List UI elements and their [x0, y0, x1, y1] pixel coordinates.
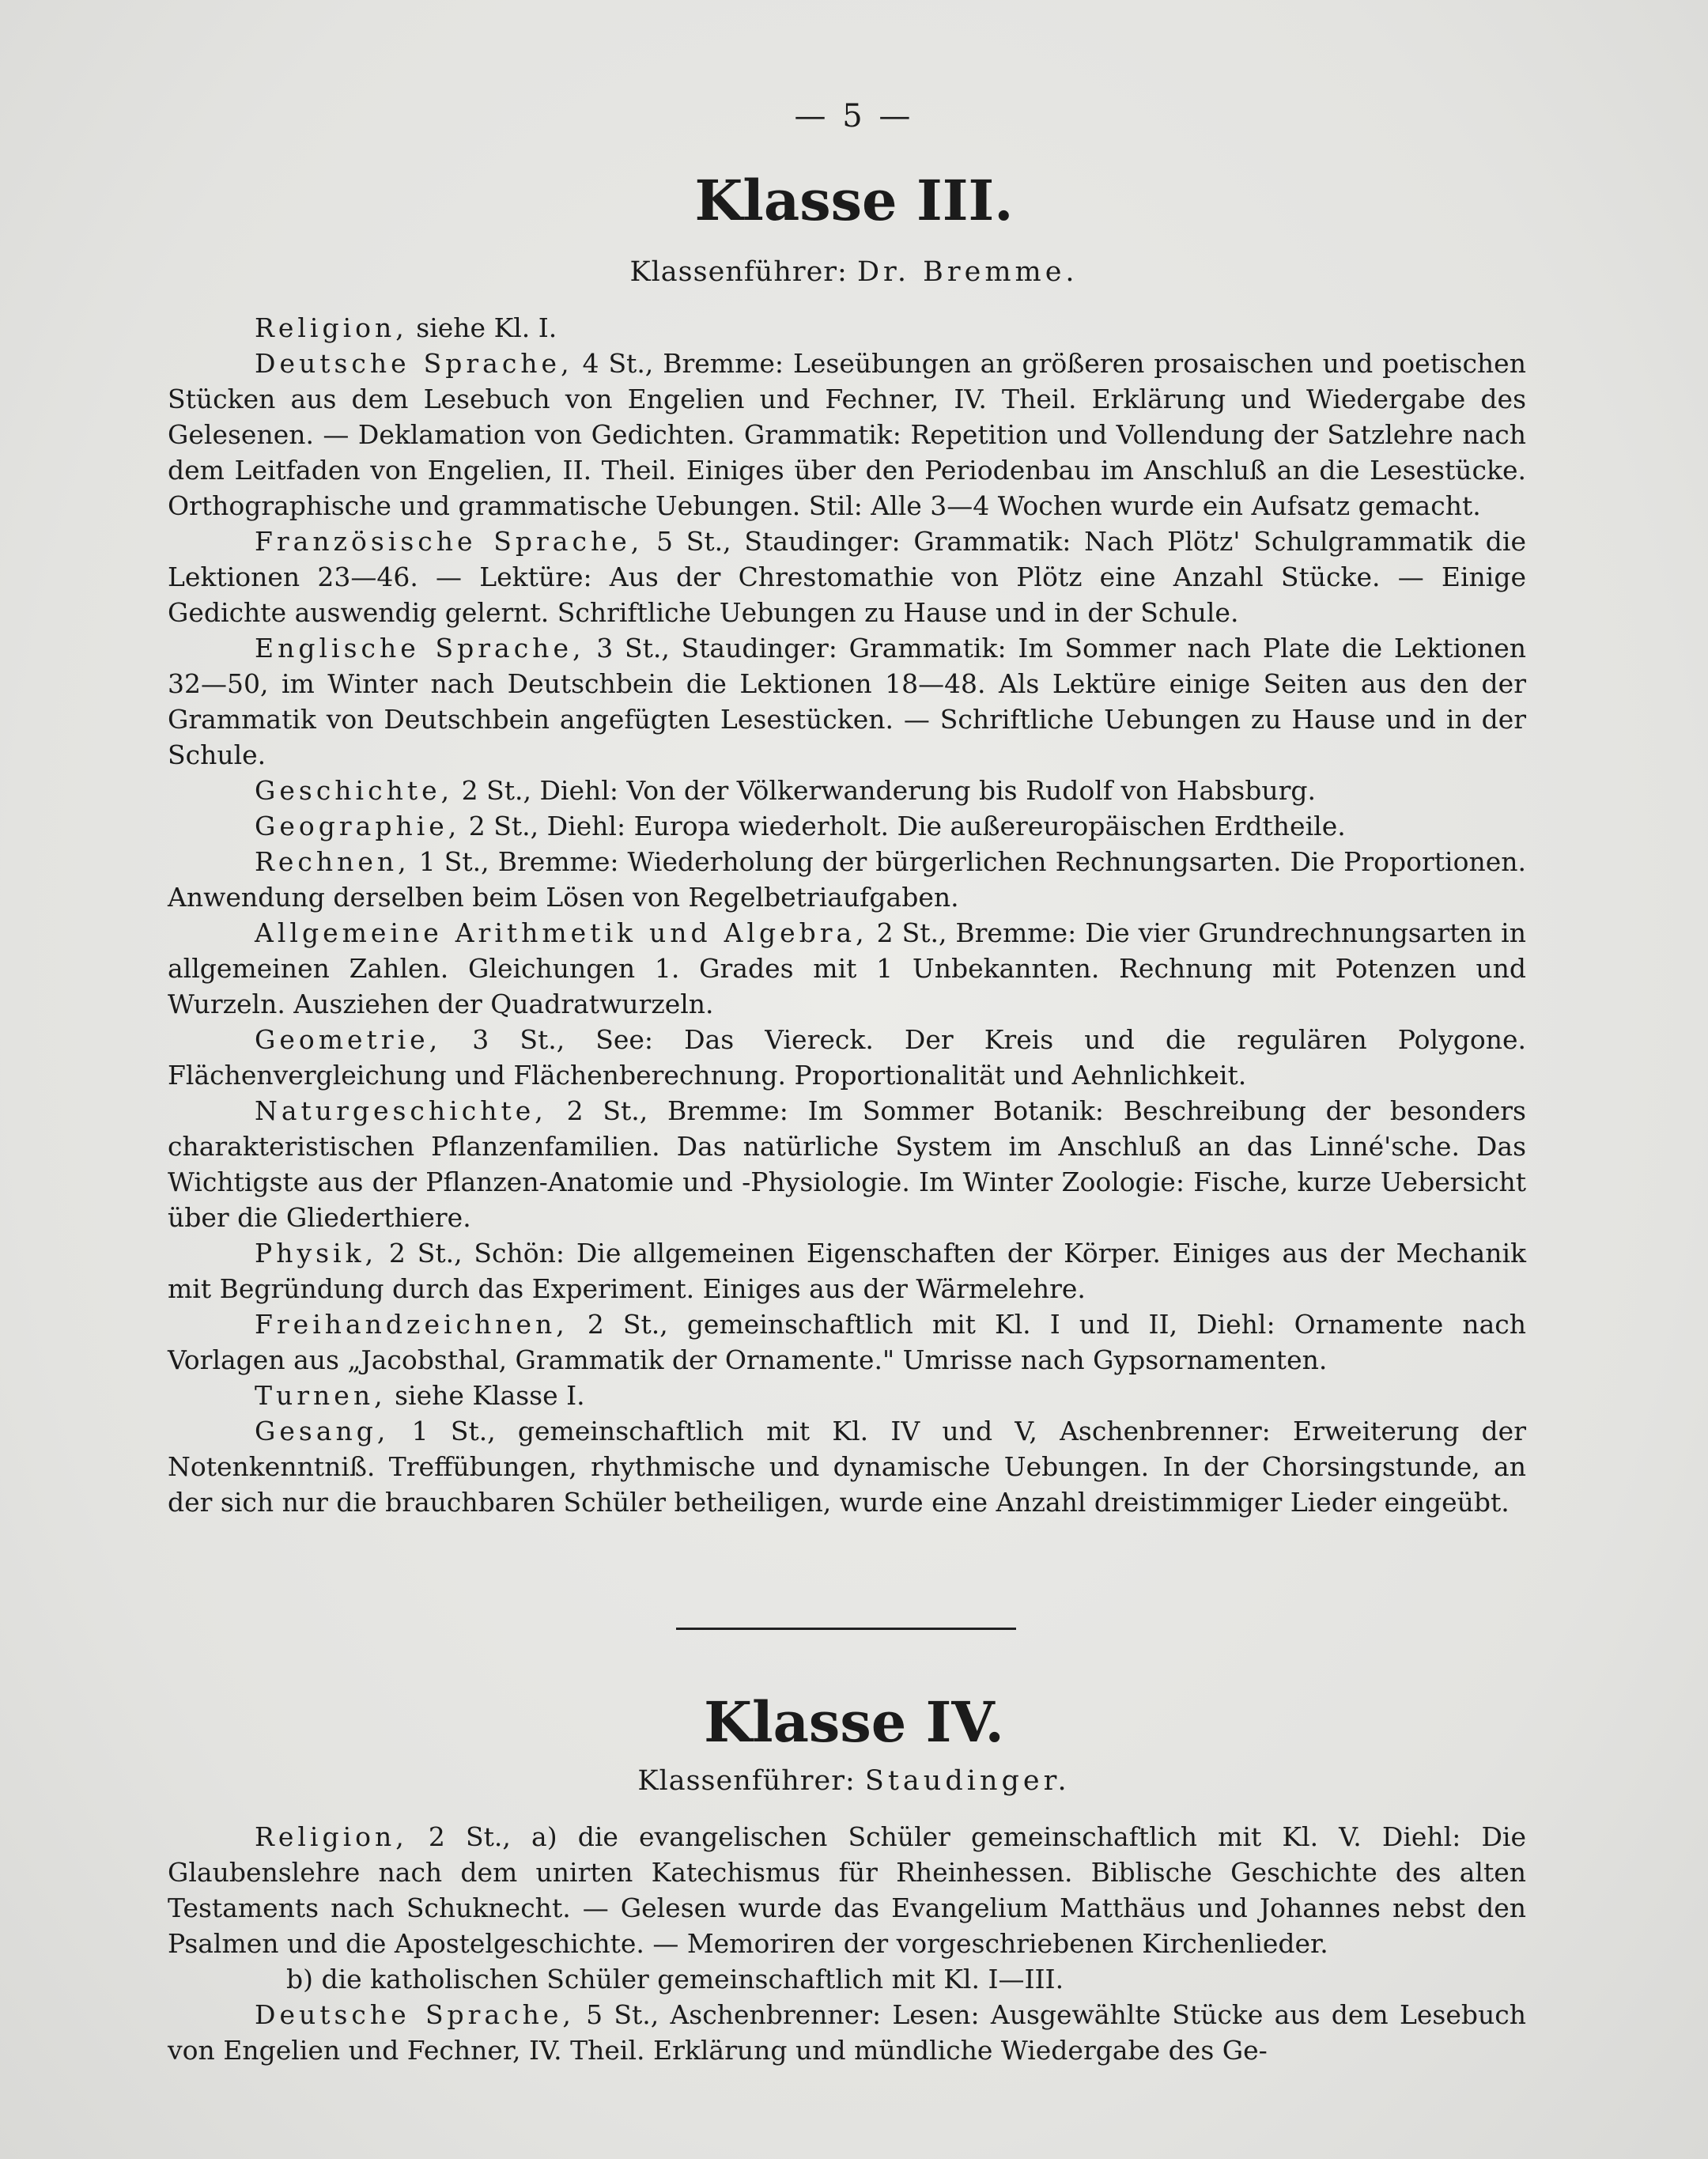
subject-paragraph — [168, 808, 1526, 844]
leader-label: Klassenführer: — [629, 256, 848, 288]
klasse-3-leader — [0, 256, 1708, 288]
subject-name: Gesang, — [255, 1416, 390, 1446]
subject-text: 4 St., Bremme: Leseübungen an größeren prosaischen und poetischen Stücken aus dem Lesebuch von Engelien und Fechner, IV. Theil. Erklärung und Wiedergabe des Gelesenen. — Deklamation von Gedichten. Grammatik: Repetition und Vollendung der Satzlehre nach dem Leitfaden von Engelien, II. Theil. Einiges über den Periodenbau im Anschluß an die Lesestücke. Orthographische und grammatische Uebungen. Stil: Alle 3—4 Wochen wurde ein Aufsatz gemacht. — [168, 348, 1526, 521]
subject-paragraph — [168, 1022, 1526, 1093]
leader-name: Staudinger. — [864, 1765, 1071, 1797]
subject-name: Allgemeine Arithmetik und Algebra, — [255, 917, 868, 948]
subject-name: Englische Sprache, — [255, 633, 585, 664]
klasse-4-leader — [0, 1765, 1708, 1797]
subject-paragraph — [168, 773, 1526, 808]
subject-paragraph — [168, 1961, 1526, 1997]
subject-paragraph — [168, 630, 1526, 773]
subject-text: 1 St., Bremme: Wiederholung der bürgerlichen Rechnungsarten. Die Proportionen. Anwendung derselben beim Lösen von Regelbetriaufgaben. — [168, 846, 1526, 913]
subject-text: siehe Klasse I. — [395, 1380, 585, 1411]
subject-text: 3 St., See: Das Viereck. Der Kreis und die regulären Polygone. Flächenvergleichung und Flächenberechnung. Proportionalität und Aehnlichkeit. — [168, 1024, 1526, 1091]
subject-paragraph — [168, 1413, 1526, 1520]
section-divider — [676, 1628, 1016, 1630]
subject-name: Freihandzeichnen, — [255, 1309, 569, 1340]
klasse-4-heading: Klasse IV. — [704, 1689, 1004, 1755]
subject-name: Religion, — [255, 312, 408, 343]
subject-name: Geometrie, — [255, 1024, 442, 1055]
subject-name: Naturgeschichte, — [255, 1095, 547, 1126]
subject-text: 5 St., Staudinger: Grammatik: Nach Plötz' Schulgrammatik die Lektionen 23—46. — Lektüre: Aus der Chrestomathie von Plötz eine Anzahl Stücke. — Einige Gedichte auswendig gelernt. Schriftliche Uebungen zu Hause und in der Schule. — [168, 526, 1527, 628]
subject-text: b) die katholischen Schüler gemeinschaftlich mit Kl. I—III. — [286, 1964, 1064, 1995]
subject-paragraph — [168, 1997, 1526, 2068]
subject-name: Deutsche Sprache, — [255, 348, 573, 379]
subject-text: siehe Kl. I. — [416, 312, 557, 343]
subject-name: Deutsche Sprache, — [255, 1999, 575, 2030]
leader-label: Klassenführer: — [637, 1765, 856, 1797]
subject-text: 2 St., gemeinschaftlich mit Kl. I und II, Diehl: Ornamente nach Vorlagen aus „Jacobsthal, Grammatik der Ornamente." Umrisse nach Gypsornamenten. — [168, 1309, 1526, 1375]
subject-name: Französische Sprache, — [255, 526, 644, 557]
page-number: — 5 — — [794, 98, 914, 134]
subject-paragraph — [168, 346, 1526, 524]
subject-paragraph — [168, 1093, 1526, 1235]
subject-text: 1 St., gemeinschaftlich mit Kl. IV und V, Aschenbrenner: Erweiterung der Notenkenntniß. Treffübungen, rhythmische und dynamische Uebungen. In der Chorsingstunde, an der sich nur die brauchbaren Schüler betheiligen, wurde eine Anzahl dreistimmiger Lieder eingeübt. — [168, 1416, 1526, 1518]
subject-name: Religion, — [255, 1821, 408, 1852]
klasse-3-heading: Klasse III. — [694, 168, 1014, 233]
subject-name: Physik, — [255, 1238, 378, 1269]
subject-paragraph — [168, 1819, 1526, 1961]
klasse-3-subjects — [168, 310, 1526, 1520]
subject-text: 5 St., Aschenbrenner: Lesen: Ausgewählte Stücke aus dem Lesebuch von Engelien und Fechner, IV. Theil. Erklärung und mündliche Wiedergabe des Ge- — [168, 1999, 1526, 2066]
subject-text: 2 St., a) die evangelischen Schüler gemeinschaftlich mit Kl. V. Diehl: Die Glaubenslehre nach dem unirten Katechismus für Rheinhessen. Biblische Geschichte des alten Testaments nach Schuknecht. — Gelesen wurde das Evangelium Matthäus und Johannes nebst den Psalmen und die Apostelgeschichte. — Memoriren der vorgeschriebenen Kirchenlieder. — [168, 1821, 1526, 1959]
subject-text: 3 St., Staudinger: Grammatik: Im Sommer nach Plate die Lektionen 32—50, im Winter nach Deutschbein die Lektionen 18—48. Als Lektüre einige Seiten aus den der Grammatik von Deutschbein angefügten Lesestücken. — Schriftliche Uebungen zu Hause und in der Schule. — [168, 633, 1527, 770]
klasse-4-subjects — [168, 1819, 1526, 2068]
subject-paragraph — [168, 915, 1526, 1022]
subject-text: 2 St., Diehl: Von der Völkerwanderung bis Rudolf von Habsburg. — [461, 775, 1316, 806]
subject-paragraph — [168, 844, 1526, 915]
subject-name: Rechnen, — [255, 846, 410, 877]
subject-text: 2 St., Diehl: Europa wiederholt. Die außereuropäischen Erdtheile. — [468, 811, 1346, 841]
subject-paragraph — [168, 310, 1526, 346]
subject-text: 2 St., Schön: Die allgemeinen Eigenschaften der Körper. Einiges aus der Mechanik mit Begründung durch das Experiment. Einiges aus der Wärmelehre. — [168, 1238, 1526, 1304]
subject-paragraph — [168, 1306, 1526, 1378]
subject-paragraph — [168, 1378, 1526, 1413]
leader-name: Dr. Bremme. — [856, 256, 1079, 288]
subject-name: Geschichte, — [255, 775, 454, 806]
subject-text: 2 St., Bremme: Im Sommer Botanik: Beschreibung der besonders charakteristischen Pflanzenfamilien. Das natürliche System im Anschluß an das Linné'sche. Das Wichtigste aus der Pflanzen-Anatomie und -Physiologie. Im Winter Zoologie: Fische, kurze Uebersicht über die Gliederthiere. — [168, 1095, 1526, 1233]
subject-name: Geographie, — [255, 811, 461, 841]
subject-paragraph — [168, 1235, 1526, 1306]
subject-text: 2 St., Bremme: Die vier Grundrechnungsarten in allgemeinen Zahlen. Gleichungen 1. Grades mit 1 Unbekannten. Rechnung mit Potenzen und Wurzeln. Ausziehen der Quadratwurzeln. — [168, 917, 1526, 1019]
subject-paragraph — [168, 524, 1526, 630]
subject-name: Turnen, — [255, 1380, 387, 1411]
